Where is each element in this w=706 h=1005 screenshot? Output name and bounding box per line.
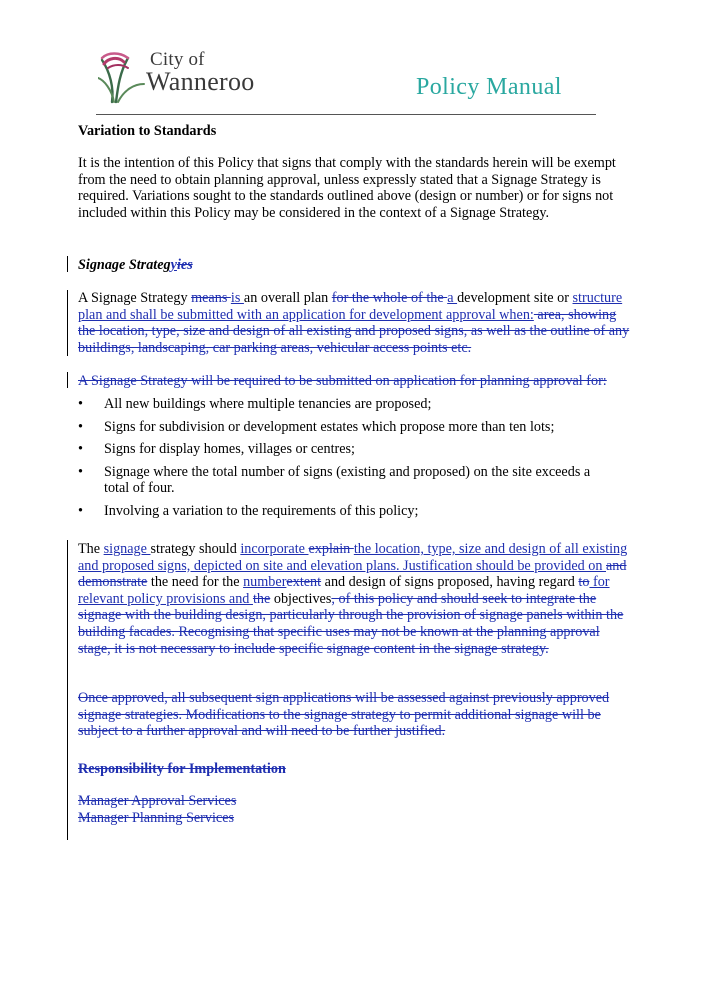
logo-name-text: Wanneroo — [146, 67, 255, 96]
deleted-text: the — [252, 590, 271, 607]
policy-manual-title: Policy Manual — [416, 74, 562, 100]
list-item — [78, 396, 618, 413]
bullet-icon: • — [78, 418, 83, 435]
responsibility-line-planning: Manager Planning Services — [78, 810, 235, 826]
inserted-text: the location, type, size and design of all existing and proposed signs, depicted on site and elevation plans. Justification should be provided on — [78, 541, 628, 574]
header-divider — [96, 114, 596, 115]
signage-strategy-heading — [78, 257, 628, 274]
deleted-requirement-sentence: A Signage Strategy will be required to be submitted on application for planning approval for: — [78, 373, 607, 389]
bullet-icon: • — [78, 441, 83, 458]
deleted-text: area, showing the location, type, size and design of all existing and proposed signs, as well as the outline of any buildings, landscaping, car parking areas, vehicular access points etc. — [78, 306, 630, 356]
text-run: the need for the — [147, 574, 244, 591]
deleted-text: means — [191, 290, 231, 306]
text-run: and design of signs proposed, having regard — [321, 574, 579, 591]
list-item — [78, 441, 618, 458]
list-item — [78, 464, 618, 497]
inserted-text: incorporate — [240, 541, 309, 557]
signage-requirements-list — [78, 396, 618, 526]
logo-city-text: City of — [150, 49, 205, 70]
inserted-text: structure plan and shall be submitted with an application for development approval when: — [78, 290, 623, 323]
inserted-text: number — [243, 574, 287, 591]
inserted-text: relevant policy provisions and — [78, 590, 253, 607]
strategy-content-paragraph — [78, 541, 630, 657]
list-item-text: Signs for display homes, villages or centres; — [104, 441, 355, 458]
list-item — [78, 419, 618, 436]
inserted-text: y — [170, 257, 177, 273]
list-item-text: Signs for subdivision or development estates which propose more than ten lots; — [104, 418, 555, 435]
inserted-text: signage — [103, 541, 151, 557]
text-run: A Signage Strategy — [78, 290, 192, 306]
text-run: objectives — [270, 590, 332, 607]
inserted-text: for — [589, 574, 610, 591]
bullet-icon: • — [78, 502, 83, 519]
deleted-text: for the whole of the — [331, 290, 448, 306]
deleted-approval-paragraph: Once approved, all subsequent sign applications will be assessed against previously approved signage strategies. Modifications to the signage strategy to permit additional signage will be subject to a further approval and will need to be further justified. — [78, 690, 610, 740]
inserted-text: is — [230, 290, 244, 306]
text-run: strategy should — [150, 541, 241, 557]
signage-strategy-definition — [78, 290, 630, 356]
change-bar — [67, 290, 68, 356]
list-item-text: Involving a variation to the requirements of this policy; — [104, 502, 419, 519]
text-run: an overall plan — [243, 290, 332, 306]
text-run: development site or — [457, 290, 573, 306]
bullet-icon: • — [78, 463, 83, 480]
inserted-text: a — [447, 290, 458, 306]
text-run: The — [78, 541, 104, 557]
deleted-text: to — [578, 574, 590, 591]
responsibility-line-approval: Manager Approval Services — [78, 793, 237, 809]
deleted-text: and demonstrate — [78, 557, 627, 591]
responsibility-heading: Responsibility for Implementation — [78, 761, 286, 777]
list-item — [78, 503, 618, 520]
heading-text: Signage Strateg — [78, 257, 171, 273]
deleted-text: , of this policy and should seek to integrate the signage with the building design, particularly through the provision of signage panels within the building facades. Recognising that specific uses may not be known at the planning approval stage, it is not necessary to include specific signage content in the signage strategy. — [78, 590, 624, 657]
deleted-text: explain — [308, 541, 354, 557]
change-bar — [67, 540, 68, 840]
bullet-icon: • — [78, 396, 83, 412]
deleted-text: ies — [176, 257, 193, 273]
change-bar — [67, 372, 68, 388]
list-item-text: All new buildings where multiple tenancies are proposed; — [104, 396, 432, 412]
variation-heading: Variation to Standards — [78, 123, 217, 139]
variation-paragraph: It is the intention of this Policy that signs that comply with the standards herein will be exempt from the need to obtain planning approval, unless expressly stated that a Signage Strategy is required. Variations sought to the standards outlined above (design or number) or for signs not included within this Policy may be considered in the context of a Signage Strategy. — [78, 155, 616, 221]
deleted-text: extent — [286, 574, 322, 591]
change-bar — [67, 256, 68, 272]
list-item-text: Signage where the total number of signs (existing and proposed) on the site exceeds a total of four. — [104, 463, 591, 497]
